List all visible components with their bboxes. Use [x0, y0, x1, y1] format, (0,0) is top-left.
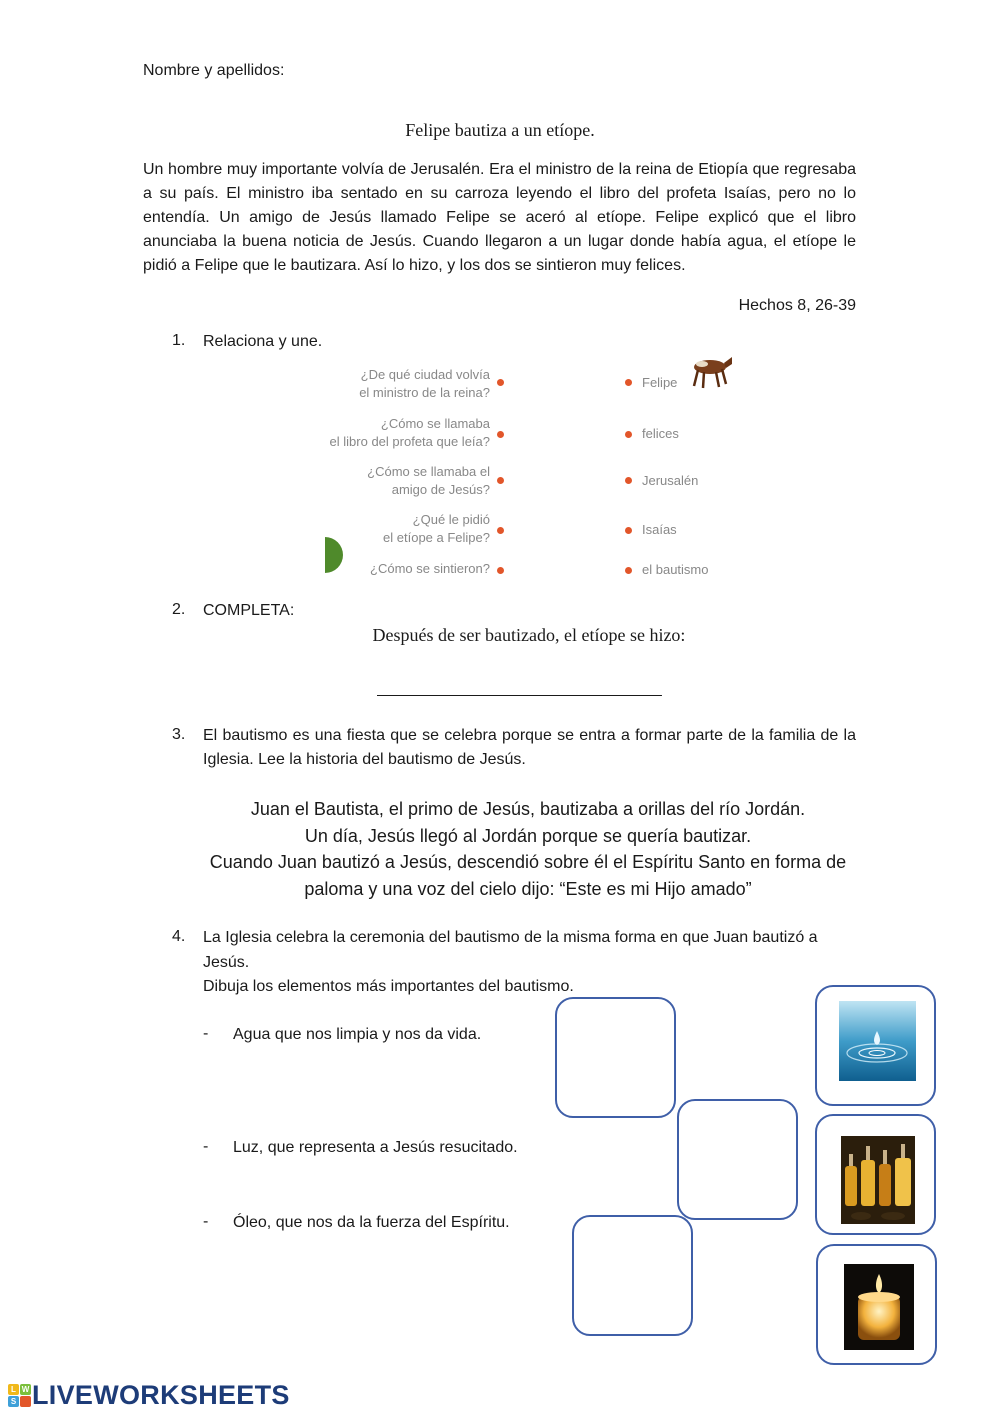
- completion-sentence: Después de ser bautizado, el etíope se hizo:: [372, 625, 686, 645]
- liveworksheets-brand: LIVEWORKSHEETS: [32, 1380, 290, 1410]
- baptism-story: [143, 796, 913, 902]
- question-3-instruction: El bautismo es una fiesta que se celebra porque se entra a formar parte de la familia de la Iglesia. Lee la historia del bautismo de Jesús.: [203, 727, 856, 768]
- question-3-number: 3.: [172, 726, 186, 743]
- drop-box-water[interactable]: [555, 997, 676, 1118]
- oil-bottles-icon: [841, 1136, 915, 1224]
- goat-illustration-icon: [686, 354, 734, 390]
- match-answer: Isaías: [642, 522, 677, 537]
- match-question: ¿Cómo se sintieron?: [370, 561, 490, 576]
- match-dot-left[interactable]: [497, 527, 504, 534]
- list-dash: -: [203, 1138, 209, 1155]
- match-question: ¿Cómo se llamaba el libro del profeta que leía?: [329, 416, 490, 449]
- liveworksheets-logo-icon: L W S: [8, 1384, 32, 1408]
- card-water-image[interactable]: [815, 985, 936, 1106]
- baptism-story-line: paloma y una voz del cielo dijo: “Este es mi Hijo amado”: [304, 878, 752, 899]
- story-paragraph: Un hombre muy importante volvía de Jerusalén. Era el ministro de la reina de Etiopía que regresaba a su país. El ministro iba sentado en su carroza leyendo el libro del profeta Isaías, pero no lo entendía. Un amigo de Jesús llamado Felipe se aceró al etíope. Felipe explicó que el libro anunciaba la buena noticia de Jesús. Cuando llegaron a un lugar donde había agua, el etíope le pidió a Felipe que le bautizara. Así lo hizo, y los dos se sintieron muy felices.: [143, 161, 856, 274]
- match-answer: felices: [642, 426, 679, 441]
- match-dot-left[interactable]: [497, 567, 504, 574]
- match-dot-left[interactable]: [497, 379, 504, 386]
- match-answer: el bautismo: [642, 562, 709, 577]
- page-title: Felipe bautiza a un etíope.: [405, 120, 595, 140]
- match-dot-right[interactable]: [625, 477, 632, 484]
- question-2-instruction: COMPLETA:: [203, 602, 295, 619]
- match-dot-left[interactable]: [497, 477, 504, 484]
- match-answer: Felipe: [642, 375, 678, 390]
- question-1-number: 1.: [172, 332, 186, 349]
- match-dot-left[interactable]: [497, 431, 504, 438]
- answer-blank[interactable]: ________________________________: [377, 680, 662, 697]
- match-dot-right[interactable]: [625, 431, 632, 438]
- question-4-instruction-line: Dibuja los elementos más importantes del bautismo.: [203, 978, 574, 995]
- card-candle-image[interactable]: [816, 1244, 937, 1365]
- candle-icon: [844, 1264, 914, 1350]
- match-question: ¿Cómo se llamaba el amigo de Jesús?: [367, 464, 490, 497]
- water-drop-icon: [839, 1001, 916, 1081]
- element-item-water: Agua que nos limpia y nos da vida.: [233, 1026, 482, 1043]
- match-dot-right[interactable]: [625, 379, 632, 386]
- match-dot-right[interactable]: [625, 567, 632, 574]
- match-dot-right[interactable]: [625, 527, 632, 534]
- match-answer: Jerusalén: [642, 473, 699, 488]
- card-oil-image[interactable]: [815, 1114, 936, 1235]
- question-2-number: 2.: [172, 601, 186, 618]
- question-4-number: 4.: [172, 928, 186, 945]
- green-semicircle-icon: [325, 537, 343, 573]
- story-citation: Hechos 8, 26-39: [738, 297, 856, 314]
- element-item-oil: Óleo, que nos da la fuerza del Espíritu.: [233, 1214, 510, 1231]
- match-question: ¿De qué ciudad volvía el ministro de la reina?: [359, 367, 490, 400]
- baptism-story-line: Un día, Jesús llegó al Jordán porque se quería bautizar.: [304, 825, 752, 846]
- drop-box-light[interactable]: [677, 1099, 798, 1220]
- list-dash: -: [203, 1025, 209, 1042]
- element-item-light: Luz, que representa a Jesús resucitado.: [233, 1139, 518, 1156]
- question-4-instruction-line: La Iglesia celebra la ceremonia del bautismo de la misma forma en que Juan bautizó a: [203, 929, 818, 946]
- name-label: Nombre y apellidos:: [143, 62, 285, 79]
- drop-box-oil[interactable]: [572, 1215, 693, 1336]
- baptism-story-line: Juan el Bautista, el primo de Jesús, bautizaba a orillas del río Jordán.: [250, 799, 806, 819]
- match-question: ¿Qué le pidió el etíope a Felipe?: [383, 512, 490, 545]
- baptism-story-line: Cuando Juan bautizó a Jesús, descendió sobre él el Espíritu Santo en forma de: [209, 852, 847, 872]
- question-4-instruction-line: Jesús.: [203, 954, 250, 971]
- list-dash: -: [203, 1213, 209, 1230]
- question-1-instruction: Relaciona y une.: [203, 333, 323, 350]
